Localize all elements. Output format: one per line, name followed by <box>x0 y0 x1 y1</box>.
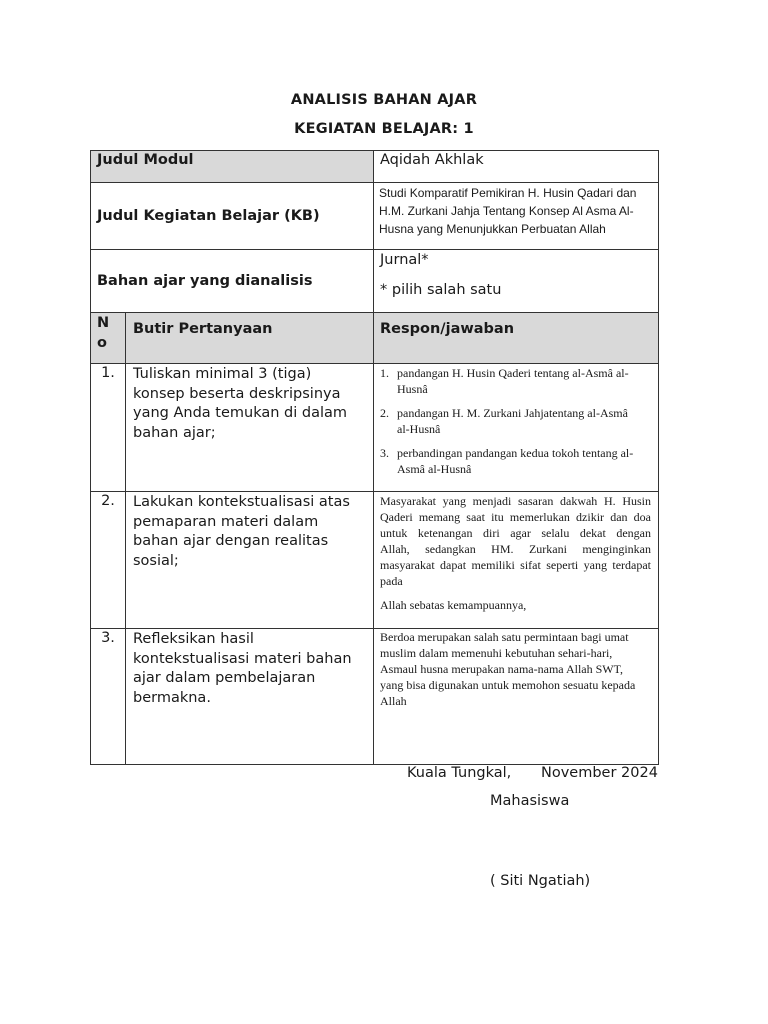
answer-item-number: 3. <box>380 446 390 460</box>
header-answer-cell <box>374 313 659 364</box>
answer-item-number: 1. <box>380 366 390 380</box>
question-line: Tuliskan minimal 3 (tiga) <box>133 366 312 382</box>
answer-line: pada <box>380 574 403 588</box>
info-row-kb <box>91 183 659 250</box>
answer-line: Allah <box>380 694 407 708</box>
row-number: 2. <box>101 493 115 509</box>
bahan-ajar-label-cell <box>91 250 374 313</box>
header-answer: Respon/jawaban <box>380 321 515 337</box>
row-number-cell <box>91 492 126 629</box>
bahan-ajar-value: Jurnal* <box>380 252 429 268</box>
header-question: Butir Pertanyaan <box>133 321 273 337</box>
question-line: Lakukan kontekstualisasi atas <box>133 494 350 510</box>
table-row <box>91 492 659 629</box>
answer-line: muslim dalam memenuhi kebutuhan sehari-hari, <box>380 646 613 660</box>
answer-text <box>374 629 658 709</box>
answer-item <box>380 405 650 437</box>
header-no-cell <box>91 313 126 364</box>
analysis-table <box>90 150 659 765</box>
question-line: yang Anda temukan di dalam <box>133 405 347 421</box>
header-no-top: N <box>97 315 110 331</box>
table-row <box>91 629 659 765</box>
row-number-cell <box>91 364 126 492</box>
row-number-cell <box>91 629 126 765</box>
answer-line: masyarakat dapat memiliki sifat seperti yang terdapat <box>380 558 652 572</box>
info-row-modul <box>91 151 659 183</box>
header-no-bottom: o <box>97 335 107 351</box>
answer-item-line: perbandingan pandangan kedua tokoh tentang al- <box>397 446 634 460</box>
answer-line: Allah, sedangkan HM. Zurkani menginginkan <box>380 542 652 556</box>
judul-modul-value: Aqidah Akhlak <box>380 152 484 168</box>
question-line: Refleksikan hasil <box>133 631 254 647</box>
answer-cell <box>374 629 659 765</box>
table-header-row <box>91 313 659 364</box>
judul-kb-label: Judul Kegiatan Belajar (KB) <box>97 208 320 224</box>
header-no <box>91 313 125 353</box>
bahan-ajar-label: Bahan ajar yang dianalisis <box>97 273 313 289</box>
judul-kb-label-cell <box>91 183 374 250</box>
answer-line: yang bisa digunakan untuk memohon sesuatu kepada <box>380 678 636 692</box>
answer-line: untuk ketenangan diri agar selalu dekat dengan <box>380 526 652 540</box>
question-line: sosial; <box>133 552 179 569</box>
document-title: ANALISIS BAHAN AJAR <box>290 92 478 108</box>
answer-extra: Allah sebatas kemampuannya, <box>380 598 527 612</box>
bahan-ajar-value-cell <box>374 250 659 313</box>
document-subtitle: KEGIATAN BELAJAR: 1 <box>294 121 474 137</box>
question-line: pemaparan materi dalam <box>133 513 319 530</box>
question-cell <box>126 492 374 629</box>
header-question-cell <box>126 313 374 364</box>
question-line: bahan ajar dengan realitas <box>133 533 329 549</box>
question-line: bahan ajar; <box>133 424 216 441</box>
answer-line: Masyarakat yang menjadi sasaran dakwah H. Husin <box>380 494 652 508</box>
question-cell <box>126 364 374 492</box>
question-line: bermakna. <box>133 689 211 706</box>
question-text <box>126 364 373 443</box>
footer-date: November 2024 <box>541 765 658 781</box>
answer-cell <box>374 364 659 492</box>
answer-item-line: Husnâ <box>397 382 428 396</box>
bahan-ajar-note: * pilih salah satu <box>380 282 502 298</box>
info-row-bahan <box>91 250 659 313</box>
answer-item-line: pandangan H. Husin Qaderi tentang al-Asmâ al- <box>397 366 629 380</box>
answer-item-number: 2. <box>380 406 390 420</box>
judul-kb-value-cell <box>374 183 659 250</box>
question-cell <box>126 629 374 765</box>
question-text <box>126 492 373 571</box>
judul-kb-line: Husna yang Menunjukkan Perbuatan Allah <box>379 222 606 236</box>
judul-kb-line: H.M. Zurkani Jahja Tentang Konsep Al Asma Al- <box>379 204 634 218</box>
footer-place: Kuala Tungkal, <box>407 765 512 781</box>
answer-cell <box>374 492 659 629</box>
question-line: ajar dalam pembelajaran <box>133 670 316 686</box>
judul-modul-label: Judul Modul <box>97 152 194 168</box>
answer-line: Berdoa merupakan salah satu permintaan bagi umat <box>380 630 629 644</box>
judul-kb-line: Studi Komparatif Pemikiran H. Husin Qadari dan <box>379 186 637 200</box>
answer-item <box>380 365 650 397</box>
footer-role: Mahasiswa <box>490 793 570 809</box>
answer-line: Asmaul husna merupakan nama-nama Allah SWT, <box>380 662 624 676</box>
row-number: 1. <box>101 365 115 381</box>
answer-item-line: Asmâ al-Husnâ <box>397 462 472 476</box>
question-text <box>126 629 373 708</box>
signature-name: ( Siti Ngatiah) <box>490 873 591 889</box>
question-line: kontekstualisasi materi bahan <box>133 650 352 667</box>
judul-modul-value-cell <box>374 151 659 183</box>
answer-line: Qaderi memang saat itu memerlukan dzikir dan doa <box>380 510 652 524</box>
question-line: konsep beserta deskripsinya <box>133 385 341 402</box>
answer-list <box>374 364 658 477</box>
answer-item <box>380 445 650 477</box>
answer-item-line: pandangan H. M. Zurkani Jahjatentang al-Asmâ <box>397 406 628 420</box>
answer-item-line: al-Husnâ <box>397 422 441 436</box>
table-row <box>91 364 659 492</box>
answer-text <box>374 492 658 613</box>
row-number: 3. <box>101 630 115 646</box>
judul-kb-value <box>374 183 658 238</box>
judul-modul-label-cell <box>91 151 374 183</box>
